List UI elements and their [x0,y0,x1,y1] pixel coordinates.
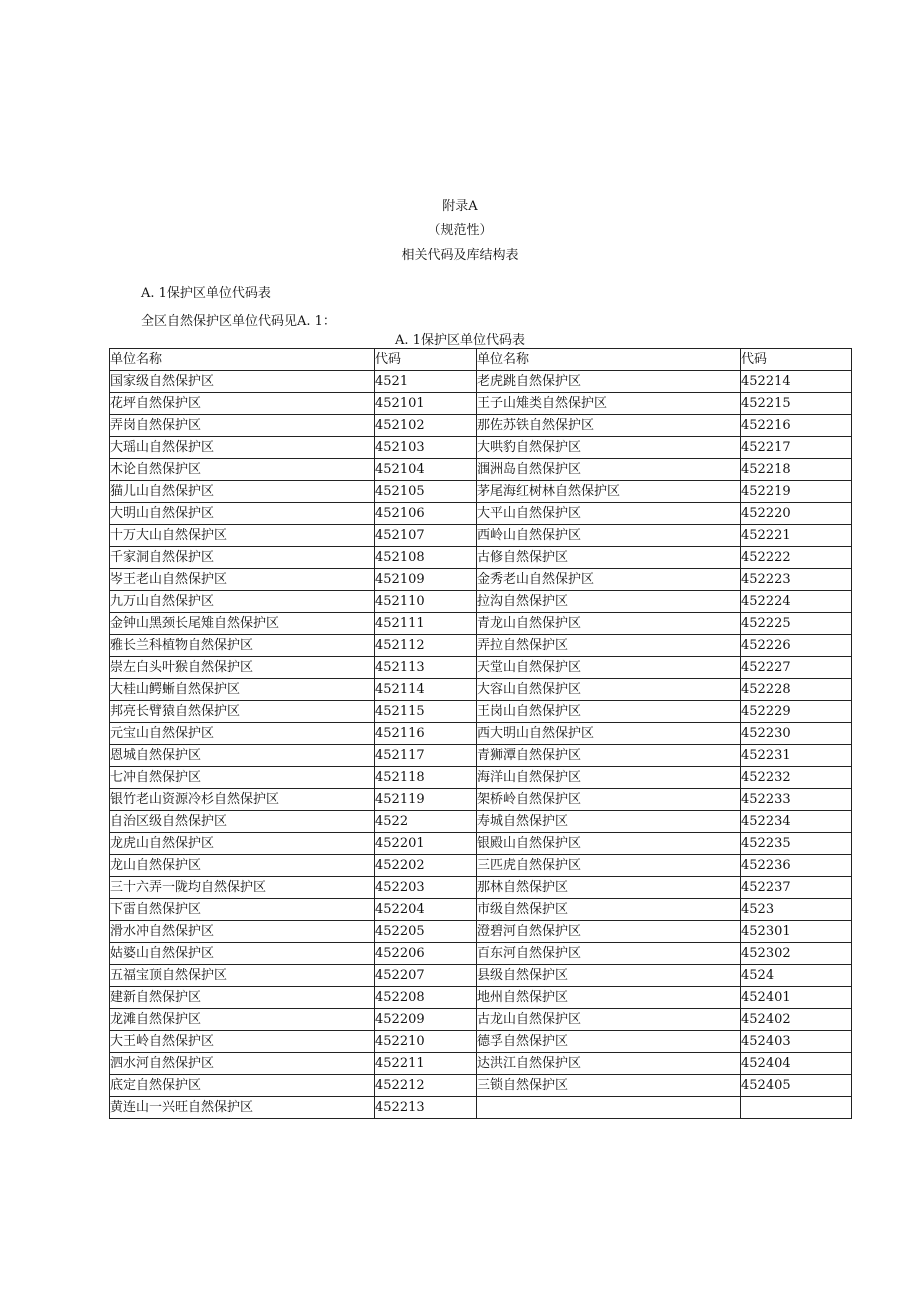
unit-name-cell: 大平山自然保护区 [477,503,741,525]
unit-code-cell: 452215 [741,393,852,415]
unit-name-cell: 澄碧河自然保护区 [477,921,741,943]
unit-name-cell: 海洋山自然保护区 [477,767,741,789]
unit-code-cell: 452104 [375,459,477,481]
unit-code-cell: 452102 [375,415,477,437]
table-row [110,481,852,503]
unit-code-cell: 452402 [741,1009,852,1031]
unit-code-cell: 452401 [741,987,852,1009]
unit-code-cell: 452219 [741,481,852,503]
unit-code-cell: 452228 [741,679,852,701]
unit-code-cell [741,1097,852,1119]
column-header: 代码 [741,349,852,371]
table-row [110,987,852,1009]
unit-name-cell: 国家级自然保护区 [110,371,375,393]
table-row [110,437,852,459]
table-row [110,899,852,921]
unit-name-cell: 滑水冲自然保护区 [110,921,375,943]
unit-code-cell: 452111 [375,613,477,635]
table-row [110,1097,852,1119]
unit-code-cell: 452210 [375,1031,477,1053]
unit-code-cell: 452231 [741,745,852,767]
table-row [110,943,852,965]
unit-name-cell: 寿城自然保护区 [477,811,741,833]
table-row [110,877,852,899]
table-row [110,503,852,525]
unit-code-cell: 4524 [741,965,852,987]
unit-name-cell: 元宝山自然保护区 [110,723,375,745]
unit-name-cell: 金秀老山自然保护区 [477,569,741,591]
unit-code-cell: 452110 [375,591,477,613]
unit-name-cell: 雅长兰科植物自然保护区 [110,635,375,657]
unit-name-cell: 县级自然保护区 [477,965,741,987]
appendix-nature: （规范性） [427,223,493,238]
unit-name-cell: 猫儿山自然保护区 [110,481,375,503]
table-row [110,965,852,987]
unit-code-cell: 452118 [375,767,477,789]
unit-name-cell: 青龙山自然保护区 [477,613,741,635]
unit-code-cell: 452115 [375,701,477,723]
unit-code-cell: 452230 [741,723,852,745]
unit-name-cell: 大瑶山自然保护区 [110,437,375,459]
unit-code-cell: 452223 [741,569,852,591]
unit-code-cell: 4523 [741,899,852,921]
table-row [110,525,852,547]
unit-name-cell: 西大明山自然保护区 [477,723,741,745]
unit-name-cell: 青狮潭自然保护区 [477,745,741,767]
unit-code-cell: 452211 [375,1053,477,1075]
unit-code-cell: 452301 [741,921,852,943]
unit-code-cell: 452405 [741,1075,852,1097]
table-row [110,1031,852,1053]
unit-name-cell: 王子山雉类自然保护区 [477,393,741,415]
table-row [110,789,852,811]
table-row [110,723,852,745]
unit-name-cell: 底定自然保护区 [110,1075,375,1097]
column-header: 单位名称 [477,349,741,371]
unit-code-cell: 452117 [375,745,477,767]
unit-name-cell: 天堂山自然保护区 [477,657,741,679]
unit-name-cell: 自治区级自然保护区 [110,811,375,833]
unit-code-cell: 452204 [375,899,477,921]
table-row [110,921,852,943]
unit-name-cell: 弄岗自然保护区 [110,415,375,437]
table-row [110,767,852,789]
unit-code-cell: 452209 [375,1009,477,1031]
unit-name-cell: 恩城自然保护区 [110,745,375,767]
unit-name-cell: 古修自然保护区 [477,547,741,569]
unit-name-cell: 德孚自然保护区 [477,1031,741,1053]
unit-name-cell: 龙虎山自然保护区 [110,833,375,855]
code-table [109,348,852,1119]
unit-code-cell: 452404 [741,1053,852,1075]
unit-code-cell: 452108 [375,547,477,569]
table-row [110,569,852,591]
unit-code-cell: 452202 [375,855,477,877]
unit-code-cell: 452217 [741,437,852,459]
unit-code-cell: 452113 [375,657,477,679]
unit-code-cell: 452212 [375,1075,477,1097]
table-row [110,371,852,393]
unit-code-cell: 452302 [741,943,852,965]
unit-name-cell: 崇左白头叶猴自然保护区 [110,657,375,679]
unit-code-cell: 452116 [375,723,477,745]
unit-name-cell: 西岭山自然保护区 [477,525,741,547]
unit-name-cell: 木论自然保护区 [110,459,375,481]
unit-name-cell: 七冲自然保护区 [110,767,375,789]
unit-name-cell: 大桂山鳄蜥自然保护区 [110,679,375,701]
unit-name-cell: 那林自然保护区 [477,877,741,899]
unit-name-cell: 百东河自然保护区 [477,943,741,965]
table-row [110,635,852,657]
table-header-row [110,349,852,371]
unit-name-cell: 姑婆山自然保护区 [110,943,375,965]
table-row [110,657,852,679]
table-row [110,679,852,701]
table-row [110,811,852,833]
unit-code-cell: 452235 [741,833,852,855]
table-row [110,701,852,723]
table-row [110,833,852,855]
unit-code-cell: 452222 [741,547,852,569]
unit-name-cell: 老虎跳自然保护区 [477,371,741,393]
unit-name-cell: 十万大山自然保护区 [110,525,375,547]
unit-name-cell: 架桥岭自然保护区 [477,789,741,811]
unit-name-cell: 三匹虎自然保护区 [477,855,741,877]
unit-name-cell: 大王岭自然保护区 [110,1031,375,1053]
unit-name-cell: 岑王老山自然保护区 [110,569,375,591]
unit-name-cell: 涠洲岛自然保护区 [477,459,741,481]
unit-name-cell: 花坪自然保护区 [110,393,375,415]
unit-name-cell: 弄拉自然保护区 [477,635,741,657]
unit-code-cell: 452207 [375,965,477,987]
unit-name-cell: 龙滩自然保护区 [110,1009,375,1031]
unit-name-cell: 茅尾海红树林自然保护区 [477,481,741,503]
unit-name-cell: 龙山自然保护区 [110,855,375,877]
unit-name-cell: 九万山自然保护区 [110,591,375,613]
unit-code-cell: 452224 [741,591,852,613]
appendix-label: 附录A [442,199,478,214]
unit-code-cell: 452237 [741,877,852,899]
unit-name-cell: 地州自然保护区 [477,987,741,1009]
unit-name-cell: 三锁自然保护区 [477,1075,741,1097]
table-row [110,745,852,767]
unit-code-cell: 452213 [375,1097,477,1119]
unit-code-cell: 452203 [375,877,477,899]
unit-name-cell: 银竹老山资源冷杉自然保护区 [110,789,375,811]
unit-code-cell: 452218 [741,459,852,481]
unit-code-cell: 452236 [741,855,852,877]
unit-code-cell: 452107 [375,525,477,547]
unit-code-cell: 452208 [375,987,477,1009]
unit-name-cell: 五福宝顶自然保护区 [110,965,375,987]
unit-name-cell: 下雷自然保护区 [110,899,375,921]
unit-name-cell: 建新自然保护区 [110,987,375,1009]
table-row [110,1053,852,1075]
unit-name-cell: 三十六弄一陇均自然保护区 [110,877,375,899]
table-row [110,393,852,415]
unit-name-cell: 大明山自然保护区 [110,503,375,525]
unit-code-cell: 452112 [375,635,477,657]
unit-name-cell: 银殿山自然保护区 [477,833,741,855]
unit-code-cell: 452403 [741,1031,852,1053]
column-header: 代码 [375,349,477,371]
unit-code-cell: 452232 [741,767,852,789]
unit-name-cell: 泗水河自然保护区 [110,1053,375,1075]
unit-code-cell: 452234 [741,811,852,833]
unit-name-cell: 古龙山自然保护区 [477,1009,741,1031]
unit-name-cell: 千家洞自然保护区 [110,547,375,569]
unit-code-cell: 452119 [375,789,477,811]
unit-code-cell: 452220 [741,503,852,525]
unit-name-cell: 那佐苏铁自然保护区 [477,415,741,437]
table-row [110,591,852,613]
table-row [110,613,852,635]
unit-name-cell: 王岗山自然保护区 [477,701,741,723]
table-row [110,547,852,569]
unit-code-cell: 452214 [741,371,852,393]
table-caption: A. 1保护区单位代码表 [395,333,525,348]
unit-code-cell: 452105 [375,481,477,503]
table-row [110,415,852,437]
unit-code-cell: 452233 [741,789,852,811]
unit-code-cell: 452225 [741,613,852,635]
column-header: 单位名称 [110,349,375,371]
unit-code-cell: 452226 [741,635,852,657]
table-row [110,1009,852,1031]
unit-name-cell: 市级自然保护区 [477,899,741,921]
unit-name-cell [477,1097,741,1119]
unit-code-cell: 452109 [375,569,477,591]
unit-name-cell: 拉沟自然保护区 [477,591,741,613]
unit-name-cell: 邦亮长臂猿自然保护区 [110,701,375,723]
unit-name-cell: 金钟山黑颈长尾雉自然保护区 [110,613,375,635]
unit-name-cell: 大容山自然保护区 [477,679,741,701]
unit-code-cell: 452229 [741,701,852,723]
unit-code-cell: 4521 [375,371,477,393]
unit-name-cell: 达洪江自然保护区 [477,1053,741,1075]
table-row [110,855,852,877]
unit-code-cell: 452106 [375,503,477,525]
unit-code-cell: 452114 [375,679,477,701]
unit-code-cell: 452101 [375,393,477,415]
appendix-title: 相关代码及库结构表 [401,248,519,263]
unit-code-cell: 452221 [741,525,852,547]
unit-code-cell: 452227 [741,657,852,679]
unit-name-cell: 大哄豹自然保护区 [477,437,741,459]
table-row [110,1075,852,1097]
unit-code-cell: 452216 [741,415,852,437]
unit-code-cell: 4522 [375,811,477,833]
section-intro: 全区自然保护区单位代码见A. 1： [141,314,336,329]
table-row [110,459,852,481]
unit-name-cell: 黄连山一兴旺自然保护区 [110,1097,375,1119]
unit-code-cell: 452201 [375,833,477,855]
unit-code-cell: 452206 [375,943,477,965]
section-heading: A. 1保护区单位代码表 [141,286,271,301]
unit-code-cell: 452205 [375,921,477,943]
unit-code-cell: 452103 [375,437,477,459]
